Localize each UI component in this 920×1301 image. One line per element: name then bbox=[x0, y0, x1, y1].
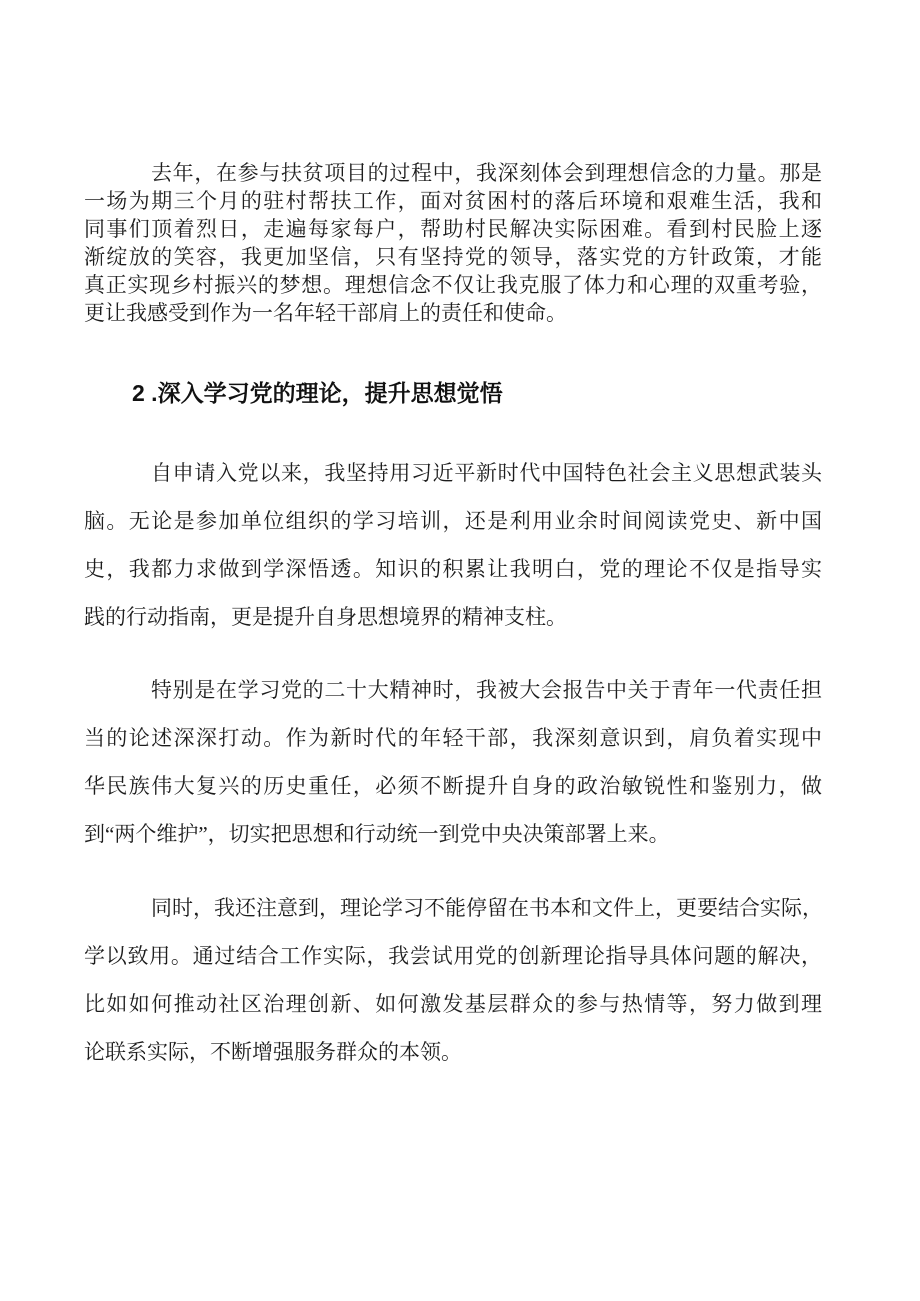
paragraph-theory-practice bbox=[84, 884, 822, 1076]
text-line: 渐绽放的笑容，我更加坚信，只有坚持党的领导，落实党的方针政策，才能 bbox=[84, 245, 822, 269]
text-line: 比如如何推动社区治理创新、如何激发基层群众的参与热情等，努力做到理 bbox=[84, 992, 822, 1016]
text-line: 当的论述深深打动。作为新时代的年轻干部，我深刻意识到，肩负着实现中 bbox=[84, 726, 822, 750]
text-line: 到“两个维护”，切实把思想和行动统一到党中央决策部署上来。 bbox=[84, 822, 670, 846]
text-line: 论联系实际，不断增强服务群众的本领。 bbox=[84, 1040, 462, 1064]
text-line: 史，我都力求做到学深悟透。知识的积累让我明白，党的理论不仅是指导实 bbox=[84, 557, 822, 581]
text-line: 华民族伟大复兴的历史重任，必须不断提升自身的政治敏锐性和鉴别力，做 bbox=[84, 774, 822, 798]
paragraph-theory-learning bbox=[84, 449, 822, 641]
text-line: 更让我感受到作为一名年轻干部肩上的责任和使命。 bbox=[84, 301, 567, 325]
text-line: 一场为期三个月的驻村帮扶工作，面对贫困村的落后环境和艰难生活，我和 bbox=[84, 189, 822, 213]
text-line: 同时，我还注意到，理论学习不能停留在书本和文件上，更要结合实际， bbox=[151, 896, 823, 920]
paragraph-poverty-relief-experience bbox=[84, 159, 822, 327]
text-line: 自申请入党以来，我坚持用习近平新时代中国特色社会主义思想武装头 bbox=[151, 461, 822, 485]
text-line: 特别是在学习党的二十大精神时，我被大会报告中关于青年一代责任担 bbox=[151, 678, 822, 702]
text-line: 践的行动指南，更是提升自身思想境界的精神支柱。 bbox=[84, 605, 567, 629]
text-line: 同事们顶着烈日，走遍每家每户，帮助村民解决实际困难。看到村民脸上逐 bbox=[84, 217, 822, 241]
paragraph-20th-congress-spirit bbox=[84, 666, 822, 858]
document-content bbox=[0, 159, 920, 1076]
text-line: 真正实现乡村振兴的梦想。理想信念不仅让我克服了体力和心理的双重考验， bbox=[84, 273, 822, 297]
text-line: 学以致用。通过结合工作实际，我尝试用党的创新理论指导具体问题的解决， bbox=[84, 944, 822, 968]
text-line: 去年，在参与扶贫项目的过程中，我深刻体会到理想信念的力量。那是 bbox=[151, 161, 822, 185]
text-line: 脑。无论是参加单位组织的学习培训，还是利用业余时间阅读党史、新中国 bbox=[84, 509, 822, 533]
section-heading-theory-study: 2 .深入学习党的理论，提升思想觉悟 bbox=[132, 380, 503, 406]
